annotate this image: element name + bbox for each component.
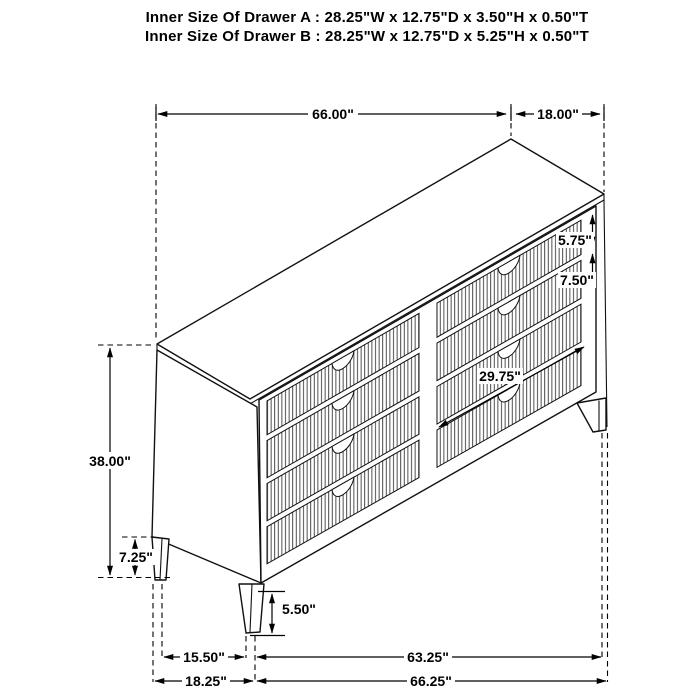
label-span-15: 15.50" xyxy=(183,649,225,665)
right-corner-edge xyxy=(604,200,607,427)
label-opening-width: 29.75" xyxy=(479,368,521,384)
label-span-63: 63.25" xyxy=(407,649,449,665)
label-top-width: 66.00" xyxy=(312,106,354,122)
label-drawer-a-height: 5.75" xyxy=(558,232,592,248)
label-front-leg-height: 5.50" xyxy=(282,601,316,617)
right-leg xyxy=(577,398,606,432)
label-base-height: 7.25" xyxy=(119,549,153,565)
right-end-edge xyxy=(604,200,607,427)
inner-size-drawer-b: Inner Size Of Drawer B : 28.25"W x 12.75"D x 5.25"H x 0.50"T xyxy=(145,28,589,45)
label-span-66: 66.25" xyxy=(410,673,452,689)
label-overall-height: 38.00" xyxy=(89,453,131,469)
label-span-18: 18.25" xyxy=(185,673,227,689)
label-top-depth: 18.00" xyxy=(537,106,579,122)
label-drawer-b-height: 7.50" xyxy=(560,272,594,288)
inner-size-drawer-a: Inner Size Of Drawer A : 28.25"W x 12.75"D x 3.50"H x 0.50"T xyxy=(145,9,589,26)
